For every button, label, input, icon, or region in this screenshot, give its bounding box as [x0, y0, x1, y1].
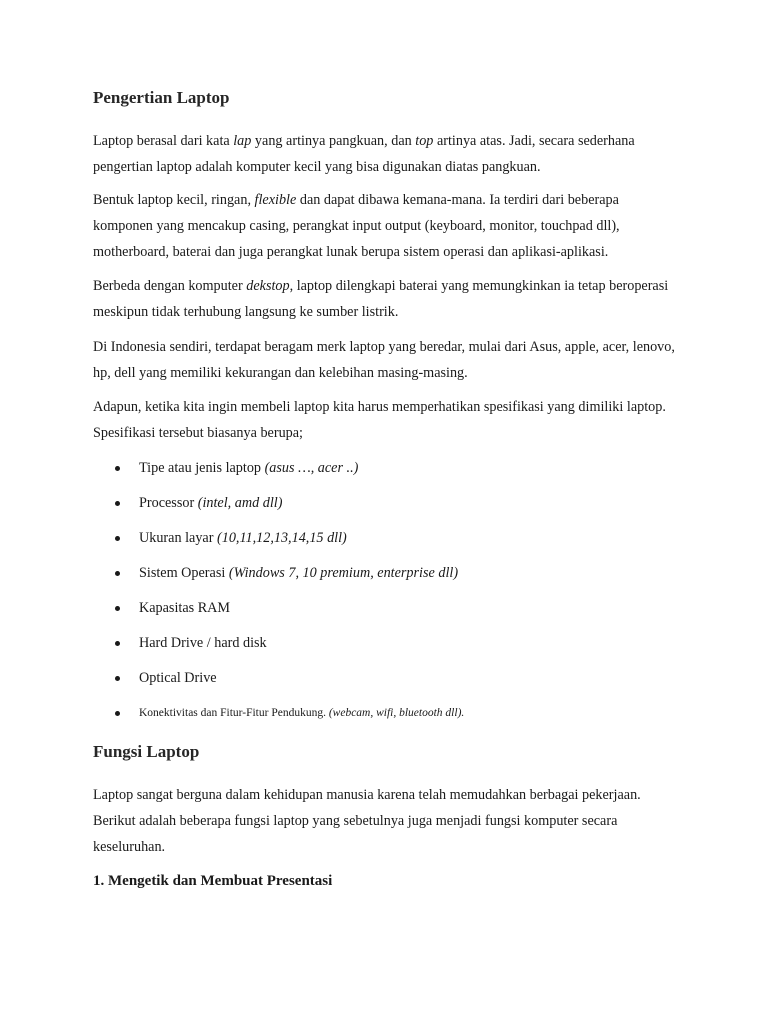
bullet-icon — [115, 641, 120, 646]
bullet-icon — [115, 536, 120, 541]
bullet-icon — [115, 606, 120, 611]
spec-list-item — [93, 560, 693, 595]
spec-list-item — [93, 665, 693, 700]
paragraph-definition — [93, 128, 681, 180]
text: dan dapat dibawa kemana-mana. Ia terdiri dari beberapa komponen yang mencakup casing, perangkat input output (keyboard, monitor, touchpad dll), motherboard, baterai dan juga perangkat lunak berupa sistem operasi dan aplikasi-aplikasi. — [93, 192, 620, 260]
text: yang artinya pangkuan, dan — [251, 133, 416, 149]
spec-text: Processor — [139, 495, 198, 511]
spec-list-item — [93, 525, 693, 560]
italic-term-top: top — [415, 133, 434, 149]
paragraph-brands: Di Indonesia sendiri, terdapat beragam merk laptop yang beredar, mulai dari Asus, apple, acer, lenovo, hp, dell yang memiliki kekurangan dan kelebihan masing-masing. — [93, 339, 675, 381]
spec-text: Sistem Operasi — [139, 565, 229, 581]
italic-term-dekstop: dekstop — [246, 278, 290, 294]
heading-pengertian-laptop: Pengertian Laptop — [93, 88, 230, 107]
spec-text: Konektivitas dan Fitur-Fitur Pendukung. — [139, 707, 329, 719]
paragraph-specifications: Adapun, ketika kita ingin membeli laptop kita harus memperhatikan spesifikasi yang dimiliki laptop. Spesifikasi tersebut biasanya berupa; — [93, 399, 666, 441]
spec-example: (10,11,12,13,14,15 dll) — [217, 530, 347, 546]
spec-list-item — [93, 700, 693, 735]
spec-list-item — [93, 490, 693, 525]
spec-list-item — [93, 630, 693, 665]
bullet-icon — [115, 466, 120, 471]
spec-text: Kapasitas RAM — [139, 600, 231, 616]
bullet-icon — [115, 501, 120, 506]
italic-term-flexible: flexible — [254, 192, 297, 208]
spec-list-item — [93, 455, 693, 490]
bullet-icon — [115, 676, 120, 681]
heading-fungsi-laptop: Fungsi Laptop — [93, 742, 200, 761]
text: artinya atas. Jadi, secara sederhana pengertian laptop adalah komputer kecil yang bisa digunakan diatas pangkuan. — [93, 133, 635, 175]
text: Berbeda dengan komputer — [93, 278, 247, 294]
bullet-icon — [115, 571, 120, 576]
paragraph-form — [93, 187, 681, 265]
spec-text: Ukuran layar — [139, 530, 217, 546]
spec-example: (asus …, acer ..) — [264, 460, 359, 476]
spec-example: (intel, amd dll) — [197, 495, 283, 511]
text: Laptop berasal dari kata — [93, 133, 234, 149]
text: Bentuk laptop kecil, ringan, — [93, 192, 255, 208]
paragraph-battery — [93, 273, 681, 325]
spec-text: Optical Drive — [139, 670, 217, 686]
spec-example: (Windows 7, 10 premium, enterprise dll) — [228, 565, 459, 581]
spec-text: Tipe atau jenis laptop — [139, 460, 265, 476]
spec-list-item — [93, 595, 693, 630]
paragraph-usefulness: Laptop sangat berguna dalam kehidupan manusia karena telah memudahkan berbagai pekerjaan. Berikut adalah beberapa fungsi laptop yang sebetulnya juga menjadi fungsi komputer secara keseluruhan. — [93, 787, 641, 855]
spec-text: Hard Drive / hard disk — [139, 635, 267, 651]
subheading-mengetik: 1. Mengetik dan Membuat Presentasi — [93, 873, 333, 889]
spec-example: (webcam, wifi, bluetooth dll). — [328, 707, 465, 719]
spec-list — [93, 455, 693, 735]
bullet-icon — [115, 711, 120, 716]
italic-term-lap: lap — [233, 133, 252, 149]
text: , laptop dilengkapi baterai yang memungkinkan ia tetap beroperasi meskipun tidak terhubung langsung ke sumber listrik. — [93, 278, 669, 320]
